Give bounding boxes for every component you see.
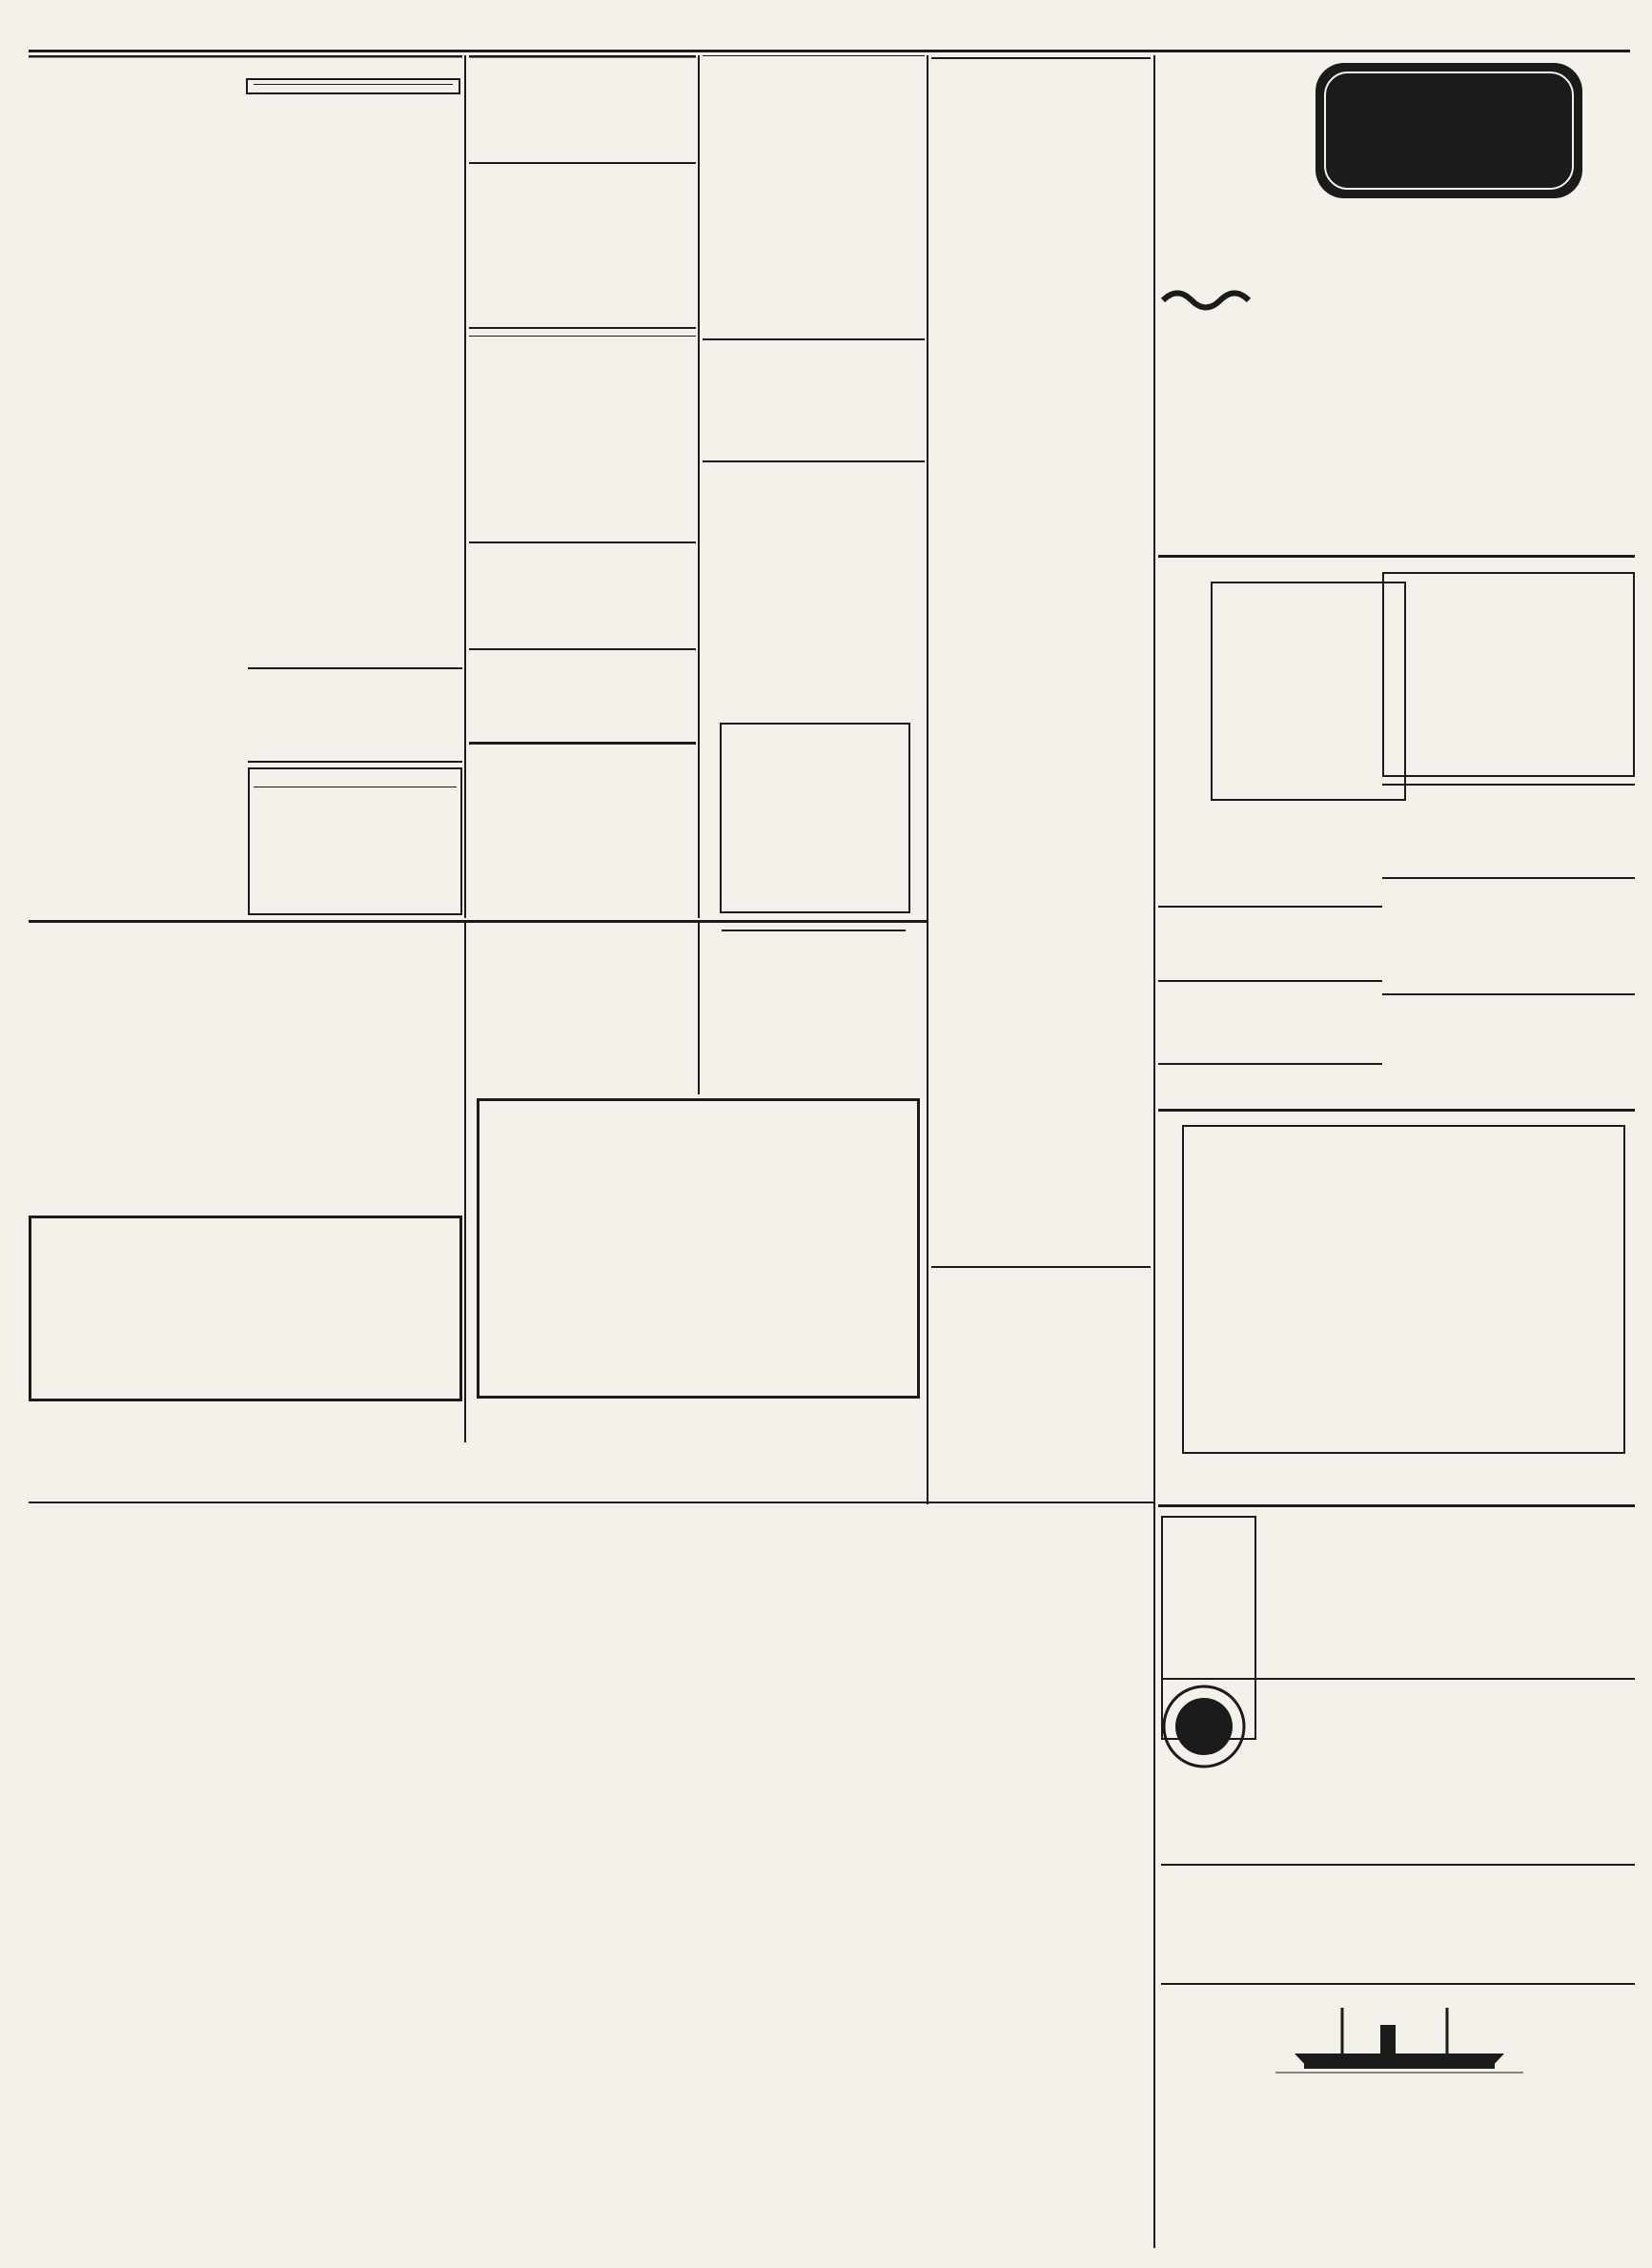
brito-box	[703, 927, 925, 1093]
iodo-box	[931, 1266, 1151, 1380]
theatros-title	[29, 55, 462, 58]
col-divider	[698, 55, 700, 918]
instrucao-box	[469, 648, 696, 739]
historia-vol-left	[543, 1506, 562, 1525]
historia-header-right	[610, 1506, 1149, 1525]
ferreira-box	[1382, 993, 1635, 1103]
col-divider	[698, 923, 700, 1094]
historia-col-2	[310, 1525, 562, 2259]
cartaz-box	[246, 78, 460, 94]
historia-col-1	[48, 1525, 300, 2259]
mozaicos-box	[1161, 1864, 1635, 1978]
loteria-rows	[469, 336, 696, 337]
cartaz-title	[254, 84, 453, 85]
historia-page-126	[29, 1506, 48, 1525]
pomada-row	[1161, 1684, 1635, 1769]
ameira-box	[720, 723, 910, 913]
empreza-box	[1161, 1983, 1635, 2259]
section-rule	[29, 920, 927, 923]
caminhos-box	[931, 55, 1151, 1261]
section-rule	[1158, 1504, 1635, 1507]
antunes-box	[1158, 286, 1268, 548]
probidade-logo	[1277, 59, 1621, 202]
historia-col-4	[872, 1525, 1144, 2259]
mobilisados-box	[248, 667, 462, 763]
sociedade-box	[1268, 205, 1635, 553]
festas-box	[703, 465, 925, 718]
steamship-icon	[1161, 1998, 1635, 2084]
page-header	[0, 21, 1652, 53]
historia-vol-right	[610, 1506, 629, 1525]
publicacoes-title	[469, 55, 696, 58]
historia-col-3	[610, 1525, 863, 2259]
section-rule	[29, 1502, 1153, 1503]
section-rule	[1158, 1109, 1635, 1112]
rosa-seal-icon	[1161, 1684, 1247, 1769]
papel-box	[1158, 906, 1382, 977]
flora-box	[477, 1098, 920, 1399]
caminhos-sede	[931, 57, 1151, 59]
moagem-box	[1182, 1125, 1625, 1454]
publicacoes-box	[469, 55, 696, 160]
dynamite-box	[29, 1216, 462, 1401]
escoteiros-box	[703, 55, 925, 337]
rego2-box	[1158, 55, 1273, 284]
theatros-col-1	[29, 71, 238, 94]
almanach-box	[29, 927, 462, 1203]
loteria-box	[469, 332, 696, 540]
dynamite-agents-row	[39, 1222, 452, 1234]
investigar-box	[1382, 572, 1635, 777]
rego-box	[703, 338, 925, 462]
espartilhos-box	[1158, 1063, 1382, 1106]
pianos-box	[469, 742, 696, 918]
tovar-box	[469, 162, 696, 329]
tovar2-box	[1382, 784, 1635, 874]
horta-box	[1158, 820, 1382, 901]
col-divider	[464, 923, 466, 1442]
ramos-box	[1382, 877, 1635, 991]
historia-header-left	[29, 1506, 562, 1525]
escoteiros-title	[703, 55, 925, 56]
anglo-box	[248, 767, 462, 915]
duarte-box	[1158, 980, 1382, 1061]
brito-clinic	[722, 930, 906, 931]
ideal-box	[1263, 1511, 1635, 1673]
col-divider	[1153, 55, 1155, 2248]
section-rule	[1158, 555, 1635, 558]
historia-page-127	[1130, 1506, 1149, 1525]
col-divider	[927, 55, 928, 1504]
pianos-addr	[469, 744, 696, 745]
antunes-ornament-icon	[1158, 286, 1263, 315]
header-rule	[29, 50, 1630, 52]
berlitz-box	[1211, 582, 1406, 801]
pomada-box	[1161, 1678, 1635, 1859]
probidade-seal-icon	[1277, 59, 1621, 202]
lavagem-box	[469, 541, 696, 646]
guerreiro-box	[469, 927, 696, 1093]
theatros-col-2	[246, 71, 460, 94]
col-divider	[464, 55, 466, 918]
